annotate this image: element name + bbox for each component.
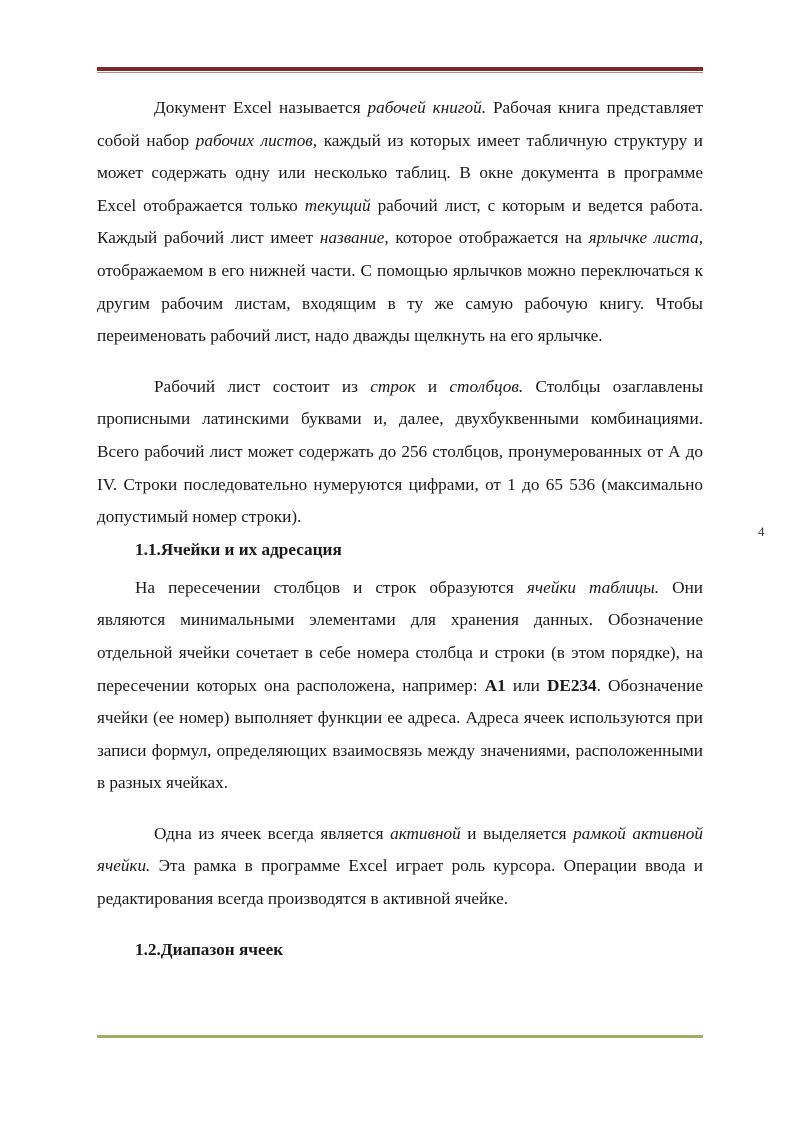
section-heading-range: 1.2.Диапазон ячеек: [135, 939, 284, 959]
header-rule: [97, 67, 703, 71]
page-body: [97, 92, 703, 966]
header-rule-thin: [97, 72, 703, 73]
footer-rule: [97, 1035, 703, 1038]
section-heading-cells: 1.1.Ячейки и их адресация: [135, 539, 342, 559]
paragraph-worksheet: Рабочий лист состоит из строк и столбцов. Столбцы озаглавлены прописными латинскими буквами и, далее, двухбуквенными комбинациями. Всего рабочий лист может содержать до 256 столбцов, пронумерованных от А до IV. Строки последовательно нумеруются цифрами, от 1 до 65 536 (максимально допустимый номер строки).: [97, 376, 703, 527]
paragraph-workbook: Документ Excel называется рабочей книгой. Рабочая книга представляет собой набор рабочих листов, каждый из которых имеет табличную структуру и может содержать одну или несколько таблиц. В окне документа в программе Excel отображается только текущий рабочий лист, с которым и ведется работа. Каждый рабочий лист имеет название, которое отображается на ярлычке листа, отображаемом в его нижней части. С помощью ярлычков можно переключаться к другим рабочим листам, входящим в ту же самую рабочую книгу. Чтобы переименовать рабочий лист, надо дважды щелкнуть на его ярлычке.: [97, 98, 703, 346]
paragraph-cells: На пересечении столбцов и строк образуются ячейки таблицы. Они являются минимальными элементами для хранения данных. Обозначение отдельной ячейки сочетает в себе номера столбца и строки (в этом порядке), на пересечении которых она расположена, например: A1 или DE234. Обозначение ячейки (ее номер) выполняет функции ее адреса. Адреса ячеек используются при записи формул, определяющих взаимосвязь между значениями, расположенными в разных ячейках.: [97, 577, 703, 793]
paragraph-active-cell: Одна из ячеек всегда является активной и выделяется рамкой активной ячейки. Эта рамка в программе Excel играет роль курсора. Операции ввода и редактирования всегда производятся в активной ячейке.: [97, 823, 703, 909]
page-number: 4: [758, 524, 765, 539]
